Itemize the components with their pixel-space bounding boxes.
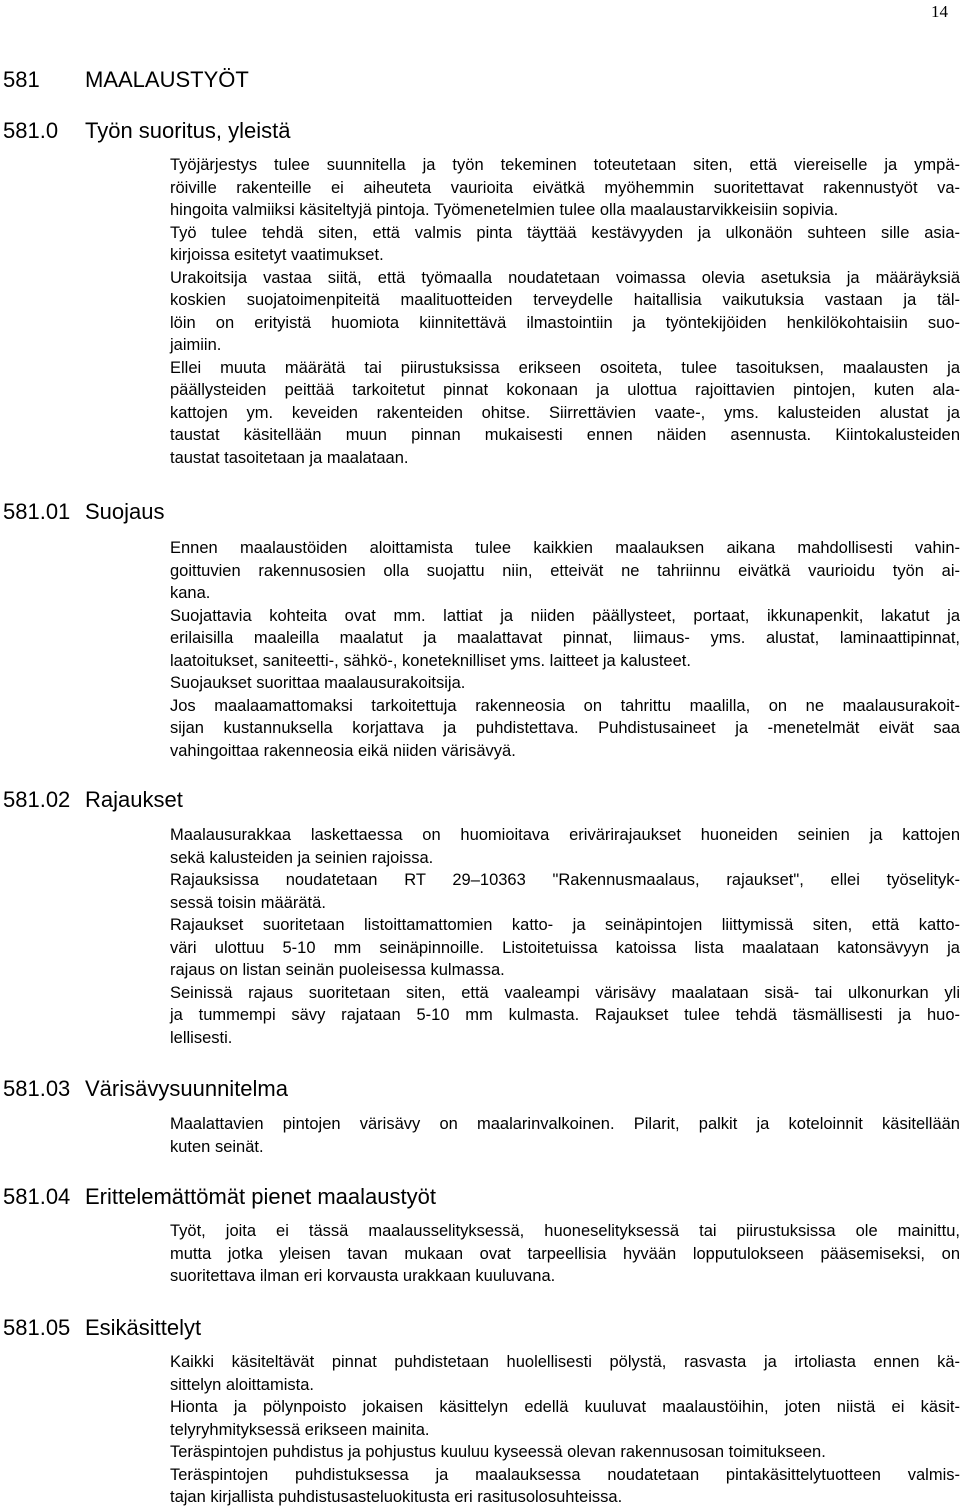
body-text-line: Kaikki käsiteltävät pinnat puhdistetaan huolellisesti pölystä, rasvasta ja irtoliasta ennen kä-: [170, 1353, 960, 1371]
section-title: Rajaukset: [85, 787, 183, 812]
body-text-line: jaimiin.: [170, 336, 222, 354]
body-text-line: Maalattavien pintojen värisävy on maalarinvalkoinen. Pilarit, palkit ja koteloinnit käsitellään: [170, 1115, 960, 1133]
section-title: Värisävysuunnitelma: [85, 1076, 288, 1101]
body-text-line: röiville rakenteille ei aiheuteta vaurioita eivätkä myöhemmin suoritettavat rakennustyöt va-: [170, 178, 960, 197]
body-text-line: Rajaukset suoritetaan listoittamattomien katto- ja seinäpintojen liittymissä siten, että katto-: [170, 916, 960, 934]
body-text-line: Maalausurakkaa laskettaessa on huomioitava erivärirajaukset huoneiden seinien ja kattojen: [170, 826, 960, 844]
body-text-line: koskien suojatoimenpiteitä maalituotteiden terveydelle haitallisia vaikutuksia vastaan ja täl-: [170, 291, 960, 309]
body-text-line: ja tummempi sävy rajataan 5-10 mm kulmasta. Rajaukset tulee tehdä täsmällisesti ja huo-: [170, 1006, 960, 1024]
body-text-line: erilaisilla maaleilla maalatut ja maalattavat pinnat, liimaus- yms. alustat, laminaattipinnat,: [170, 629, 960, 647]
body-text-line: lellisesti.: [170, 1028, 233, 1047]
section-number: 581.03: [3, 1076, 71, 1101]
body-text-line: tajan kirjallista puhdistusasteluokitusta eri rasitusolosuhteissa.: [170, 1488, 623, 1506]
body-text-line: väri ulottuu 5-10 mm seinäpinnoille. Listoitetuissa katoissa lista maalataan katonsävyyn ja: [170, 938, 960, 957]
body-text-line: vahingoittaa rakenneosia eikä niiden värisävyä.: [170, 741, 516, 760]
section-heading-581-02: [3, 787, 183, 813]
body-text-line: löin on erityistä huomiota kiinnitettävä ilmastointiin ja työntekijöiden henkilökohtaisiin suo-: [170, 313, 960, 332]
section-title: MAALAUSTYÖT: [85, 67, 249, 92]
body-text-line: mutta jotka yleisen tavan mukaan ovat tarpeellisia hyvään lopputulokseen pääsemiseksi, on: [170, 1244, 960, 1263]
section-heading-581-0: [3, 118, 290, 144]
body-text-line: Seinissä rajaus suoritetaan siten, että vaaleampi värisävy maalataan sisä- tai ulkonurkan yli: [170, 983, 960, 1002]
section-body-581-02: [170, 824, 960, 1049]
body-text-line: sijan kustannuksella korjattava ja puhdistettava. Puhdistusaineet ja -menetelmät eivät saa: [170, 719, 960, 737]
body-text-line: taustat käsitellään muun pinnan mukaisesti ennen näiden asennusta. Kiintokalusteiden: [170, 426, 960, 444]
body-text-line: Ennen maalaustöiden aloittamista tulee kaikkien maalauksen aikana mahdollisesti vahin-: [170, 539, 960, 557]
section-number: 581.04: [3, 1184, 71, 1209]
section-title: Työn suoritus, yleistä: [85, 118, 291, 143]
body-text-line: Työ tulee tehdä siten, että valmis pinta täyttää kestävyyden ja ulkonäön suhteen sille asia-: [170, 223, 960, 242]
section-body-581-0: [170, 154, 960, 469]
section-heading-581-05: [3, 1315, 201, 1341]
body-text-line: taustat tasoitetaan ja maalataan.: [170, 448, 409, 467]
section-body-581-03: [170, 1113, 960, 1158]
body-text-line: Hionta ja pölynpoisto jokaisen käsittelyn edellä kuuluvat maalaustöihin, joten niistä ei käsit-: [170, 1398, 960, 1416]
page-number: 14: [931, 2, 948, 21]
body-text-line: Rajauksissa noudatetaan RT 29–10363 "Rakennusmaalaus, rajaukset", ellei työselityk-: [170, 871, 960, 889]
section-title: Esikäsittelyt: [85, 1315, 202, 1340]
section-body-581-04: [170, 1220, 960, 1288]
body-text-line: kuten seinät.: [170, 1137, 264, 1156]
body-text-line: Urakoitsija vastaa siitä, että työmaalla noudatetaan voimassa olevia asetuksia ja määräyksiä: [170, 268, 960, 287]
section-title: Suojaus: [85, 499, 165, 524]
section-heading-581: [3, 67, 249, 93]
section-heading-581-04: [3, 1184, 436, 1210]
body-text-line: Suojaukset suorittaa maalausurakoitsija.: [170, 674, 466, 692]
section-heading-581-01: [3, 499, 165, 525]
body-text-line: Jos maalaamattomaksi tarkoitettuja rakenneosia on tahrittu maalilla, on ne maalausurakoit-: [170, 696, 960, 715]
section-title: Erittelemättömät pienet maalaustyöt: [85, 1184, 436, 1209]
section-number: 581.05: [3, 1315, 71, 1340]
body-text-line: Teräspintojen puhdistus ja pohjustus kuuluu kyseessä olevan rakennusosan toimitukseen.: [170, 1443, 826, 1461]
section-number: 581.01: [3, 499, 71, 524]
section-number: 581: [3, 67, 40, 92]
body-text-line: sittelyn aloittamista.: [170, 1375, 314, 1394]
body-text-line: kana.: [170, 584, 211, 602]
body-text-line: kirjoissa esitetyt vaatimukset.: [170, 246, 384, 264]
body-text-line: päällysteiden peittää tarkoitetut pinnat kokonaan ja ulottua rajoittavien pintojen, kuten ala-: [170, 381, 960, 399]
section-heading-581-03: [3, 1076, 288, 1102]
body-text-line: Ellei muuta määrätä tai piirustuksissa erikseen osoiteta, tulee tasoituksen, maalausten ja: [170, 358, 960, 377]
section-body-581-01: [170, 537, 960, 762]
body-text-line: Työjärjestys tulee suunnitella ja työn tekeminen toteutetaan siten, että viereiselle ja ympä-: [170, 156, 960, 174]
body-text-line: kattojen ym. keveiden rakenteiden ohitse. Siirrettävien vaate-, yms. kalusteiden alustat ja: [170, 403, 960, 422]
body-text-line: Suojattavia kohteita ovat mm. lattiat ja niiden päällysteet, portaat, ikkunapenkit, lakatut ja: [170, 606, 960, 625]
body-text-line: laatoitukset, saniteetti-, sähkö-, koneteknilliset yms. laitteet ja kalusteet.: [170, 651, 691, 670]
body-text-line: sessä toisin määrätä.: [170, 893, 326, 912]
body-text-line: goittuvien rakennusosien olla suojattu niin, etteivät ne tahriinnu eivätkä vaurioidu työn ai-: [170, 561, 960, 580]
section-body-581-05: [170, 1351, 960, 1509]
section-number: 581.0: [3, 118, 59, 143]
section-number: 581.02: [3, 787, 71, 812]
body-text-line: telyryhmityksessä erikseen mainita.: [170, 1420, 430, 1439]
body-text-line: hingoita valmiiksi käsiteltyjä pintoja. Työmenetelmien tulee olla maalaustarvikkeisiin sopivia.: [170, 201, 839, 219]
body-text-line: rajaus on listan seinän puoleisessa kulmassa.: [170, 961, 505, 979]
body-text-line: Teräspintojen puhdistuksessa ja maalauksessa noudatetaan pintakäsittelytuotteen valmis-: [170, 1465, 960, 1484]
body-text-line: Työt, joita ei tässä maalausselityksessä, huoneselityksessä tai piirustuksissa ole mainittu,: [170, 1222, 960, 1240]
body-text-line: sekä kalusteiden ja seinien rajoissa.: [170, 848, 434, 867]
body-text-line: suoritettava ilman eri korvausta urakkaan kuuluvana.: [170, 1267, 556, 1285]
